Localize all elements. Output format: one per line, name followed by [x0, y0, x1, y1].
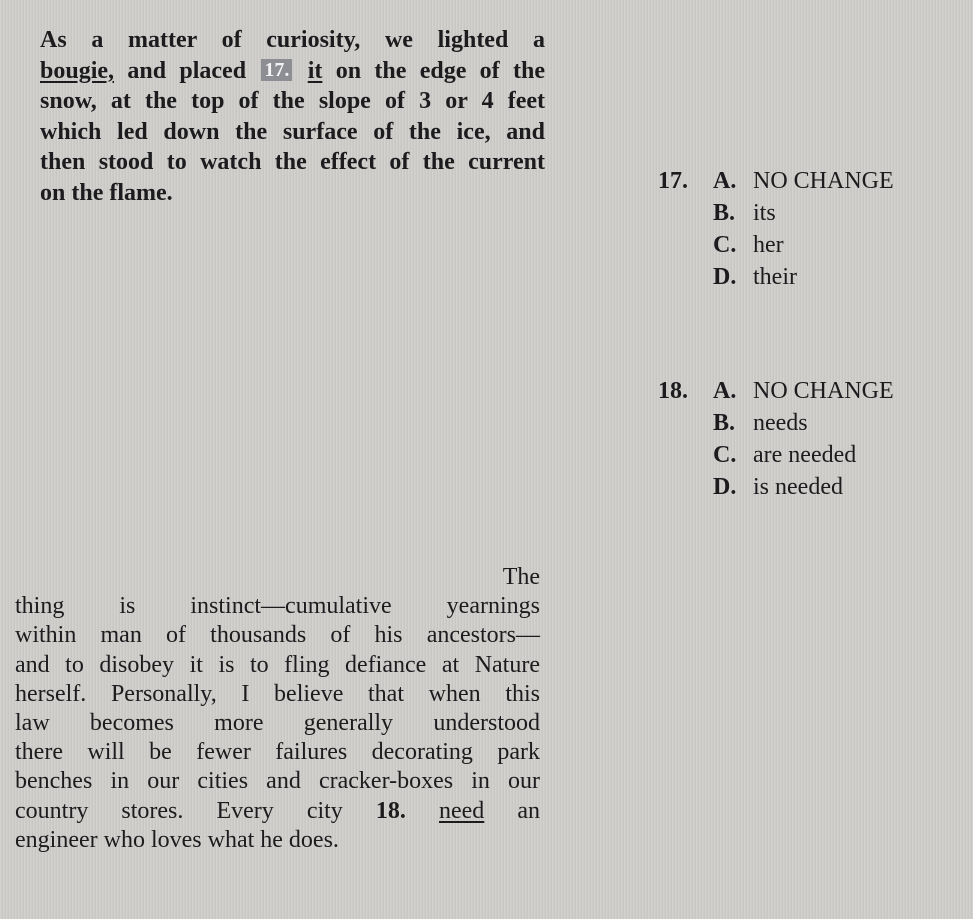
underlined-word-bougie: bougie,	[40, 57, 115, 84]
passage-fragment: on the edge of the	[335, 57, 545, 84]
passage-line: engineer who loves what he does.	[15, 826, 339, 853]
passage-fragment: an	[517, 797, 541, 824]
passage-line: thing is instinct—cumulative yearnings	[15, 593, 540, 620]
question-18-marker[interactable]: 18.	[375, 797, 406, 824]
question-17-option-b[interactable]	[658, 197, 894, 229]
passage-line: herself. Personally, I believe that when this	[15, 680, 540, 707]
option-text: their	[753, 264, 797, 290]
question-17-option-c[interactable]	[658, 229, 894, 261]
option-text: NO CHANGE	[753, 168, 894, 194]
underlined-word-need[interactable]: need	[438, 797, 485, 824]
option-text: its	[753, 200, 776, 226]
passage-line: which led down the surface of the ice, and	[40, 118, 545, 145]
option-text: her	[753, 232, 784, 258]
question-17-number: 17.	[658, 168, 688, 194]
question-18	[658, 375, 894, 503]
passage-line: then stood to watch the effect of the current	[40, 149, 545, 175]
option-text: needs	[753, 410, 808, 436]
question-18-option-c[interactable]	[658, 439, 894, 471]
option-letter: B.	[713, 410, 736, 436]
passage-line: snow, at the top of the slope of 3 or 4 feet	[40, 88, 545, 114]
option-letter: C.	[713, 232, 737, 258]
underlined-word-it[interactable]: it	[307, 57, 323, 84]
option-letter: A.	[713, 168, 737, 194]
passage-line: there will be fewer failures decorating park	[15, 739, 540, 766]
option-text: are needed	[753, 442, 857, 468]
option-letter: D.	[713, 474, 737, 500]
passage-line: and to disobey it is to fling defiance at Nature	[15, 651, 540, 678]
passage-line: The	[502, 564, 540, 590]
option-letter: B.	[713, 200, 736, 226]
question-18-number: 18.	[658, 378, 688, 404]
passage-top	[40, 25, 545, 208]
option-text: NO CHANGE	[753, 378, 894, 404]
question-18-option-d[interactable]	[658, 471, 894, 503]
passage-bottom	[15, 563, 540, 855]
passage-line: As a matter of curiosity, we lighted a	[40, 27, 545, 53]
question-17	[658, 165, 894, 293]
passage-line	[40, 56, 545, 87]
passage-line	[15, 797, 540, 826]
question-17-marker[interactable]: 17.	[261, 59, 292, 81]
option-letter: C.	[713, 442, 737, 468]
option-text: is needed	[753, 474, 843, 500]
passage-line: within man of thousands of his ancestors—	[15, 622, 540, 649]
option-letter: A.	[713, 378, 737, 404]
question-18-option-a[interactable]	[658, 375, 894, 407]
passage-line: on the flame.	[40, 179, 173, 206]
passage-line: law becomes more generally understood	[15, 710, 540, 737]
question-18-option-b[interactable]	[658, 407, 894, 439]
passage-fragment: country stores. Every city	[15, 797, 343, 824]
passage-fragment: and placed	[127, 57, 247, 84]
passage-line: benches in our cities and cracker-boxes in our	[15, 768, 540, 795]
question-17-option-d[interactable]	[658, 261, 894, 293]
option-letter: D.	[713, 264, 737, 290]
question-17-option-a[interactable]	[658, 165, 894, 197]
